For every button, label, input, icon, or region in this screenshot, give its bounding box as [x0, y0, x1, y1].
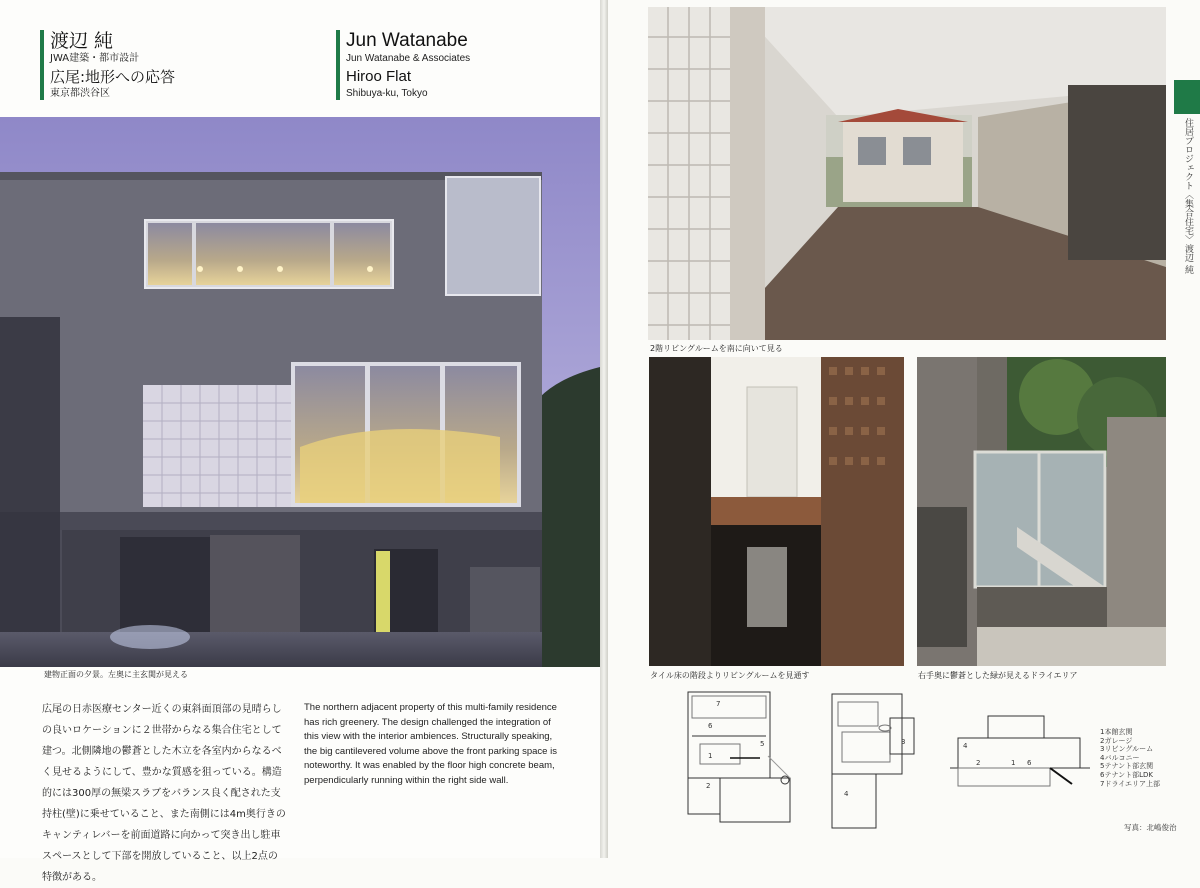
plan-number: 6 — [1027, 759, 1032, 767]
main-photo-caption: 建物正面の夕景。左奥に主玄関が見える — [44, 670, 188, 679]
legend-item: 3リビングルーム — [1100, 745, 1154, 754]
left-page — [0, 0, 600, 883]
plan-number: 3 — [901, 738, 906, 746]
floor-plans — [680, 688, 1100, 828]
photo-credit: 写真：北嶋俊治 — [1124, 823, 1177, 832]
legend-item: 2ガレージ — [1100, 736, 1133, 745]
section-side-label: 住居プロジェクト〈集合住宅〉渡辺 純 — [1183, 118, 1193, 274]
plan-number: 4 — [844, 790, 849, 798]
body-text-english: The northern adjacent property of this multi-family residence has rich greenery. The design challenged the integration of this view with the interior ambiences. Structurally speaking, the big cantilevered volume above the front parking space is noteworthy. It was enabled by the floor high concrete beam, perpendicularly running within the right side wall. — [304, 702, 557, 786]
architect-name-jp: 渡辺 純 — [50, 30, 114, 52]
plan-number: 1 — [1011, 759, 1016, 767]
body-text-japanese: 広尾の日赤医療センター近くの東斜面頂部の見晴らしの良いロケーションに２世帯からなる集合住宅として建つ。北側隣地の鬱蒼とした木立を各室内からなるべく見せるようにして、豊かな質感を狙っている。構造的には300厚の無梁スラブをバランス良く配された支持柱(壁)に乗せていること、また南側には4m奥行きのキャンティレバーを前面道路に向かって突き出し駐車スペースとして下部を開放していること、以上2点の特徴がある。 — [42, 704, 286, 883]
living-room-photo — [648, 7, 1166, 340]
plan-ground-floor — [688, 692, 790, 822]
location-en: Shibuya-ku, Tokyo — [346, 88, 428, 99]
header-english — [336, 30, 470, 100]
firm-name-jp: JWA建築・都市設計 — [50, 53, 140, 64]
header-japanese — [40, 30, 175, 100]
location-jp: 東京都渋谷区 — [50, 88, 110, 99]
legend-item: 4バルコニー — [1100, 753, 1140, 762]
project-title-en: Hiroo Flat — [346, 68, 412, 85]
plan-number: 2 — [976, 759, 981, 767]
plan-number: 4 — [963, 742, 968, 750]
firm-name-en: Jun Watanabe & Associates — [346, 53, 471, 64]
legend-item: 1本館玄関 — [1100, 728, 1133, 736]
section-tab — [1174, 80, 1200, 114]
legend-item: 6テナント部LDK — [1100, 770, 1153, 779]
dry-area-caption: 右手奥に鬱蒼とした緑が見えるドライエリア — [918, 671, 1078, 680]
dry-area-photo — [917, 357, 1166, 666]
stair-caption: タイル床の階段よりリビングルームを見通す — [650, 671, 810, 680]
plan-legend — [1100, 728, 1160, 788]
legend-item: 7ドライエリア上部 — [1100, 779, 1160, 788]
plan-number: 1 — [708, 752, 713, 760]
plan-number: 6 — [708, 722, 713, 730]
plan-number: 5 — [760, 740, 765, 748]
living-room-caption: 2階リビングルームを南に向いて見る — [650, 344, 783, 353]
plan-number: 2 — [706, 782, 711, 790]
page-gutter — [600, 0, 608, 858]
architect-name-en: Jun Watanabe — [346, 30, 468, 51]
main-exterior-photo — [0, 117, 600, 667]
project-title-jp: 広尾:地形への応答 — [50, 68, 176, 86]
stair-photo — [649, 357, 904, 666]
plan-number: 7 — [716, 700, 721, 708]
legend-item: 5テナント部玄関 — [1100, 762, 1154, 771]
